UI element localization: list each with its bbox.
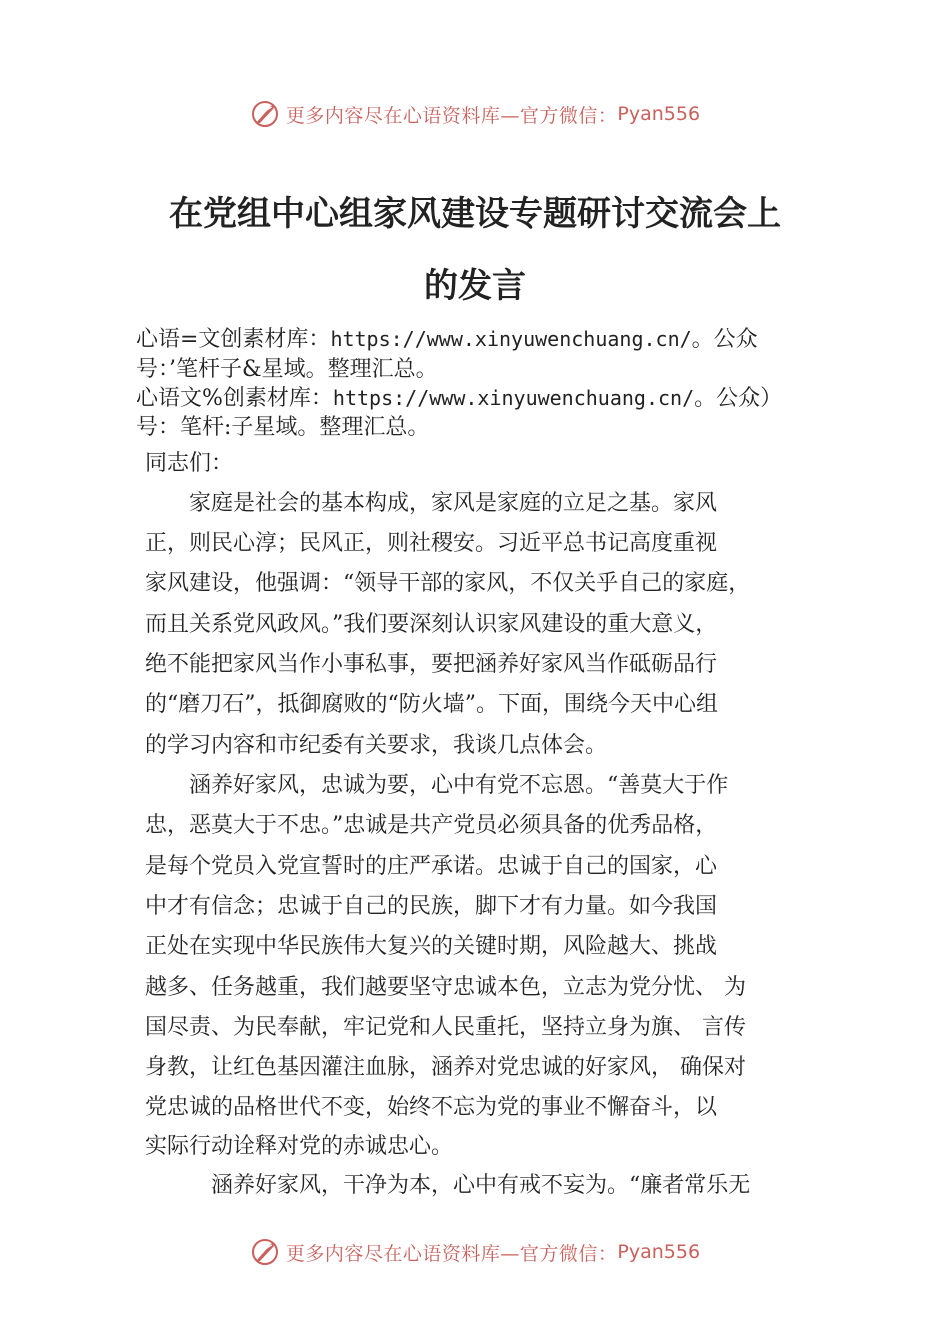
source-line-2a: 心语文%创素材库：https://www.xinyuwenchuang.cn/。公众） xyxy=(136,386,783,411)
body-line: 越多、任务越重，我们越要坚守忠诚本色，立志为党分忧、 为 xyxy=(145,975,746,1000)
banner-text: 更多内容尽在心语资料库—官方微信： xyxy=(285,1242,618,1265)
body-line: 涵养好家风，干净为本，心中有戒不妄为。“廉者常乐无 xyxy=(145,1173,751,1198)
source-url-2: https://www.xinyuwenchuang.cn/ xyxy=(332,386,695,410)
body-line: 党忠诚的品格世代不变，始终不忘为党的事业不懈奋斗，以 xyxy=(145,1095,718,1120)
body-line: 而且关系党风政风。”我们要深刻认识家风建设的重大意义， xyxy=(145,612,718,637)
source-url-1: https://www.xinyuwenchuang.cn/ xyxy=(330,327,692,351)
body-line: 绝不能把家风当作小事私事，要把涵养好家风当作砥砺品行 xyxy=(145,652,718,677)
banner-text: 更多内容尽在心语资料库—官方微信： xyxy=(285,104,618,127)
body-line: 家庭是社会的基本构成，家风是家庭的立足之基。家风 xyxy=(145,491,718,516)
source-line-1b: 号：’笔杆子&星域。整理汇总。 xyxy=(136,357,438,382)
header-banner xyxy=(0,94,950,134)
body-line: 正，则民心淳；民风正，则社稷安。习近平总书记高度重视 xyxy=(145,531,718,556)
body-line: 实际行动诠释对党的赤诚忠心。 xyxy=(145,1134,454,1159)
body-line: 身教，让红色基因灌注血脉，涵养对党忠诚的好家风， 确保对 xyxy=(145,1055,746,1080)
banner-account: Pyan556 xyxy=(617,1241,701,1263)
document-title-line-1: 在党组中心组家风建设专题研讨交流会上 xyxy=(169,194,781,234)
body-line: 国尽责、为民奉献，牢记党和人民重托，坚持立身为旗、 言传 xyxy=(145,1015,746,1040)
greeting: 同志们： xyxy=(145,451,234,476)
banner-account: Pyan556 xyxy=(617,103,701,125)
body-line: 正处在实现中华民族伟大复兴的关键时期，风险越大、挑战 xyxy=(145,934,718,959)
body-line: 中才有信念；忠诚于自己的民族，脚下才有力量。如今我国 xyxy=(145,894,718,919)
source-line-2b: 号：笔杆:子星域。整理汇总。 xyxy=(136,415,430,440)
body-line: 涵养好家风，忠诚为要，心中有党不忘恩。“善莫大于作 xyxy=(145,773,729,798)
body-line: 是每个党员入党宣誓时的庄严承诺。忠诚于自己的国家，心 xyxy=(145,854,718,879)
body-line: 的学习内容和市纪委有关要求，我谈几点体会。 xyxy=(145,733,608,758)
document-title-line-2: 的发言 xyxy=(424,266,526,306)
source-line-1a: 心语=文创素材库：https://www.xinyuwenchuang.cn/。公众 xyxy=(136,327,758,352)
quill-logo-icon xyxy=(250,1237,280,1267)
footer-banner xyxy=(0,1232,950,1272)
body-line: 的“磨刀石”，抵御腐败的“防火墙”。下面，围绕今天中心组 xyxy=(145,692,718,717)
body-line: 忠，恶莫大于不忠。”忠诚是共产党员必须具备的优秀品格， xyxy=(145,813,718,838)
body-line: 家风建设，他强调：“领导干部的家风，不仅关乎自己的家庭， xyxy=(145,571,751,596)
quill-logo-icon xyxy=(250,99,280,129)
